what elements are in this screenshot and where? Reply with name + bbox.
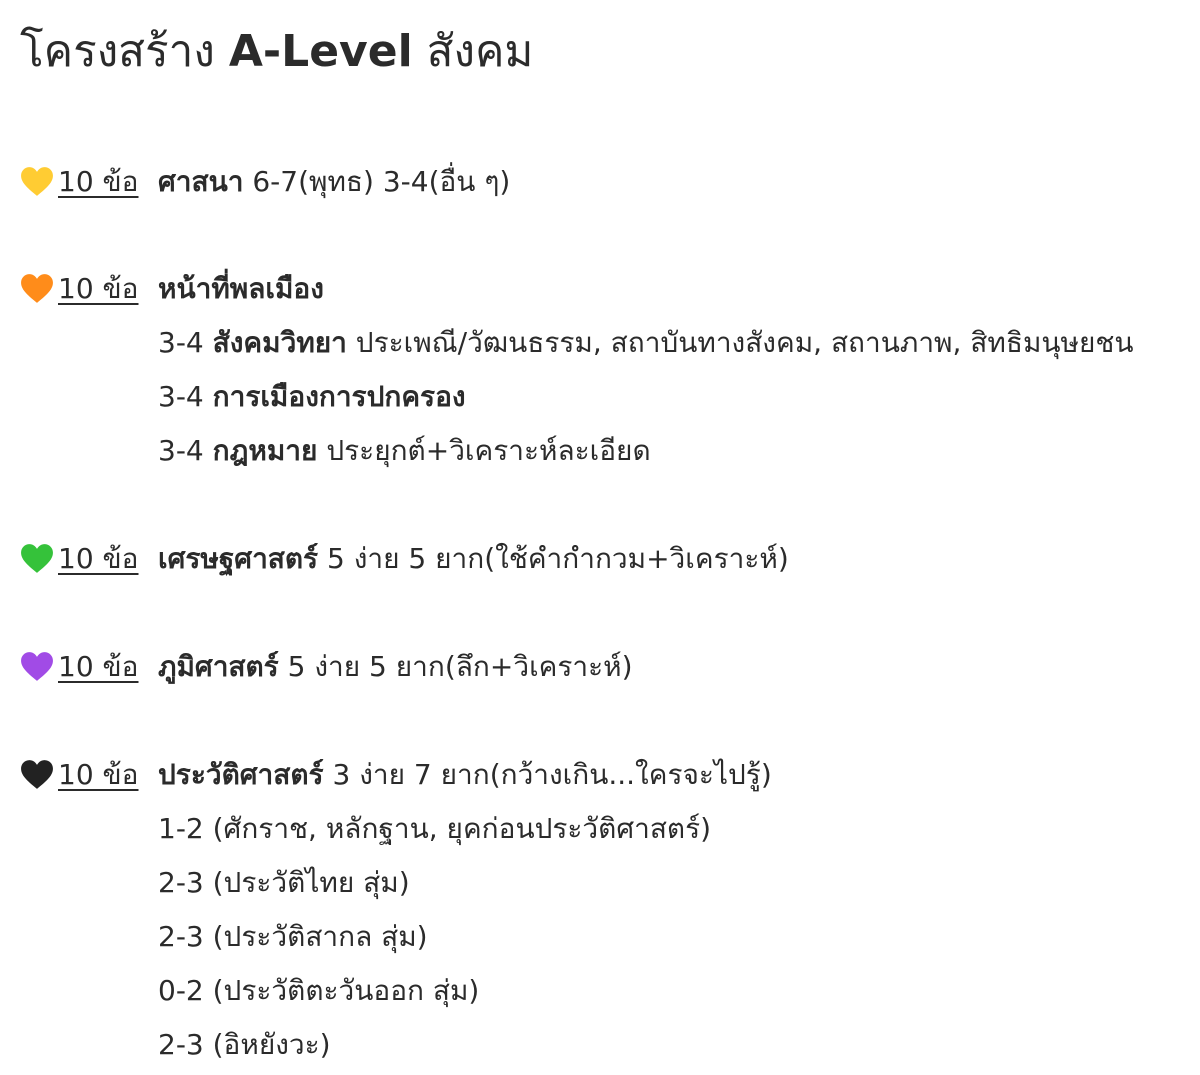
- subject-label: หน้าที่พลเมือง: [158, 272, 324, 305]
- heart-shape: [21, 760, 53, 789]
- list-item: [158, 372, 466, 422]
- question-count: 10 ข้อ: [58, 272, 139, 305]
- section-description: [158, 264, 324, 314]
- section-description: [158, 642, 633, 692]
- heart-shape: [21, 274, 53, 303]
- subject-detail: 5 ง่าย 5 ยาก(ใช้คำกำกวม+วิเคราะห์): [318, 542, 789, 575]
- section-civics: [18, 264, 1193, 314]
- section-description: [158, 750, 772, 800]
- list-item: 0-2 (ประวัติตะวันออก สุ่ม): [158, 974, 480, 1007]
- item-detail: ประยุกต์+วิเคราะห์ละเอียด: [317, 434, 651, 467]
- subject-detail: 3 ง่าย 7 ยาก(กว้างเกิน...ใครจะไปรู้): [323, 758, 772, 791]
- item-detail: ประเพณี/วัฒนธรรม, สถาบันทางสังคม, สถานภาพ, สิทธิมนุษยชน: [346, 326, 1134, 359]
- item-range: 3-4: [158, 434, 213, 467]
- subject-label: เศรษฐศาสตร์: [158, 542, 319, 575]
- subject-label: ศาสนา: [158, 165, 244, 198]
- heart-shape: [21, 652, 53, 681]
- heart-shape: [21, 167, 53, 196]
- subject-label: ประวัติศาสตร์: [158, 758, 324, 791]
- item-topic: กฎหมาย: [212, 434, 318, 467]
- list-item: [158, 426, 651, 476]
- black-heart-icon: [20, 758, 54, 792]
- section-history: [18, 750, 1193, 800]
- orange-heart-icon: [20, 272, 54, 306]
- question-count: 10 ข้อ: [58, 758, 139, 791]
- item-range: 3-4: [158, 380, 213, 413]
- section-geography: [18, 642, 1193, 692]
- subject-detail: 5 ง่าย 5 ยาก(ลึก+วิเคราะห์): [278, 650, 633, 683]
- yellow-heart-icon: [20, 165, 54, 199]
- list-item: [158, 318, 1134, 368]
- subject-detail: 6-7(พุทธ) 3-4(อื่น ๆ): [243, 165, 511, 198]
- page-title: [20, 22, 533, 82]
- title-bold: A-Level: [228, 26, 413, 77]
- question-count: 10 ข้อ: [58, 650, 139, 683]
- section-economics: [18, 534, 1193, 584]
- green-heart-icon: [20, 542, 54, 576]
- list-item: 2-3 (ประวัติสากล สุ่ม): [158, 920, 428, 953]
- question-count: 10 ข้อ: [58, 165, 139, 198]
- subject-label: ภูมิศาสตร์: [158, 650, 279, 683]
- section-religion: [18, 157, 1193, 207]
- item-topic: สังคมวิทยา: [212, 326, 347, 359]
- question-count: 10 ข้อ: [58, 542, 139, 575]
- title-prefix: โครงสร้าง: [20, 26, 229, 77]
- item-range: 3-4: [158, 326, 213, 359]
- section-description: [158, 534, 789, 584]
- item-topic: การเมืองการปกครอง: [212, 380, 466, 413]
- list-item: 2-3 (ประวัติไทย สุ่ม): [158, 866, 410, 899]
- section-description: [158, 157, 510, 207]
- list-item: 1-2 (ศักราช, หลักฐาน, ยุคก่อนประวัติศาสตร์): [158, 812, 712, 845]
- heart-shape: [21, 544, 53, 573]
- list-item: 2-3 (อิหยังวะ): [158, 1028, 331, 1061]
- purple-heart-icon: [20, 650, 54, 684]
- title-suffix: สังคม: [412, 26, 534, 77]
